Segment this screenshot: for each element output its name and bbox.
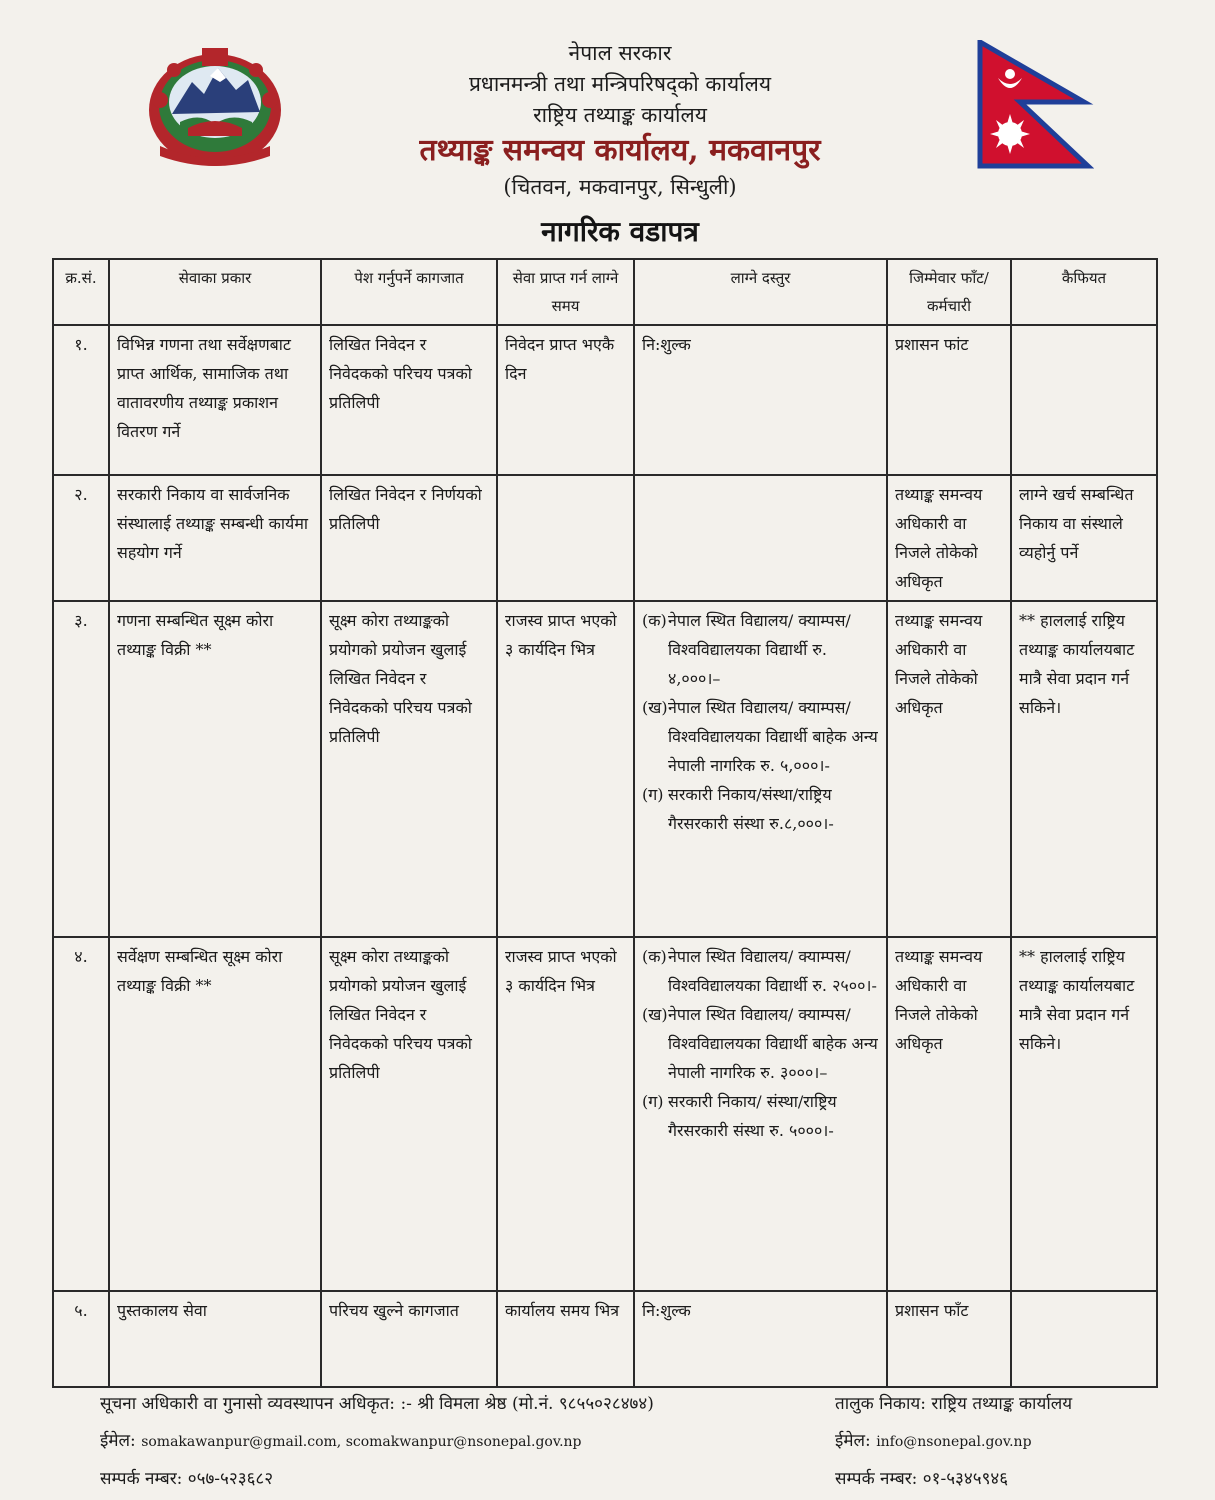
row-remarks bbox=[1011, 1291, 1157, 1387]
row-responsible: प्रशासन फांट bbox=[887, 325, 1011, 475]
header-sn: क्र.सं. bbox=[53, 259, 109, 325]
fee-item-text: नेपाल स्थित विद्यालय/ क्याम्पस/ विश्वविद्यालयका विद्यार्थी रु. ४,०००।– bbox=[668, 611, 851, 688]
row-service: पुस्तकालय सेवा bbox=[109, 1291, 321, 1387]
fee-item bbox=[642, 693, 879, 780]
table-row bbox=[53, 1291, 1157, 1387]
row-fee: नि:शुल्क bbox=[634, 1291, 887, 1387]
parent-phone: सम्पर्क नम्बर: ०१-५३४५९४६ bbox=[835, 1469, 1009, 1489]
row-time bbox=[497, 475, 634, 601]
row-documents: लिखित निवेदन र निर्णयको प्रतिलिपी bbox=[321, 475, 497, 601]
email-link[interactable]: info@nsonepal.gov.np bbox=[876, 1434, 1032, 1450]
fee-item-mark: (क) bbox=[642, 611, 667, 630]
row-responsible: तथ्याङ्क समन्वय अधिकारी वा निजले तोकेको अधिकृत bbox=[887, 937, 1011, 1291]
row-fee-list bbox=[634, 937, 887, 1291]
page-title: नागरिक वडापत्र bbox=[541, 215, 699, 248]
row-responsible: तथ्याङ्क समन्वय अधिकारी वा निजले तोकेको अधिकृत bbox=[887, 475, 1011, 601]
row-time: निवेदन प्राप्त भएकै दिन bbox=[497, 325, 634, 475]
table-row bbox=[53, 325, 1157, 475]
row-documents: सूक्ष्म कोरा तथ्याङ्कको प्रयोगको प्रयोजन खुलाई लिखित निवेदन र निवेदकको परिचय पत्रको प्रतिलिपी bbox=[321, 937, 497, 1291]
header-service: सेवाका प्रकार bbox=[109, 259, 321, 325]
parent-office: तालुक निकाय: राष्ट्रिय तथ्याङ्क कार्यालय bbox=[835, 1394, 1073, 1414]
row-service: गणना सम्बन्धित सूक्ष्म कोरा तथ्याङ्क विक्री ** bbox=[109, 601, 321, 937]
header-documents: पेश गर्नुपर्ने कागजात bbox=[321, 259, 497, 325]
header-fee: लाग्ने दस्तुर bbox=[634, 259, 887, 325]
email-label: ईमेल: bbox=[835, 1431, 871, 1451]
fee-item bbox=[642, 606, 879, 693]
row-sn: ५. bbox=[53, 1291, 109, 1387]
government-name: नेपाल सरकार bbox=[568, 41, 672, 65]
national-office-name: राष्ट्रिय तथ्याङ्क कार्यालय bbox=[533, 103, 707, 127]
fee-item bbox=[642, 780, 879, 838]
row-remarks: ** हाललाई राष्ट्रिय तथ्याङ्क कार्यालयबाट मात्रै सेवा प्रदान गर्न सकिने। bbox=[1011, 937, 1157, 1291]
row-responsible: प्रशासन फाँट bbox=[887, 1291, 1011, 1387]
ministry-name: प्रधानमन्त्री तथा मन्त्रिपरिषद्को कार्यालय bbox=[468, 72, 772, 96]
row-time: राजस्व प्राप्त भएको ३ कार्यदिन भित्र bbox=[497, 601, 634, 937]
fee-item-text: सरकारी निकाय/संस्था/राष्ट्रिय गैरसरकारी संस्था रु.८,०००।- bbox=[668, 785, 834, 833]
row-fee: नि:शुल्क bbox=[634, 325, 887, 475]
fee-item-mark: (ख) bbox=[642, 1005, 668, 1024]
row-remarks bbox=[1011, 325, 1157, 475]
table-row bbox=[53, 937, 1157, 1291]
header-time: सेवा प्राप्त गर्न लाग्ने समय bbox=[497, 259, 634, 325]
footer-contact bbox=[100, 1386, 800, 1498]
fee-item bbox=[642, 1000, 879, 1087]
row-time: राजस्व प्राप्त भएको ३ कार्यदिन भित्र bbox=[497, 937, 634, 1291]
office-phone: सम्पर्क नम्बर: ०५७-५२३६८२ bbox=[100, 1469, 274, 1489]
row-service: सरकारी निकाय वा सार्वजनिक संस्थालाई तथ्याङ्क सम्बन्धी कार्यमा सहयोग गर्ने bbox=[109, 475, 321, 601]
fee-item-mark: (ग) bbox=[642, 1092, 664, 1111]
office-districts: (चितवन, मकवानपुर, सिन्धुली) bbox=[503, 175, 737, 199]
row-sn: १. bbox=[53, 325, 109, 475]
header-remarks: कैफियत bbox=[1011, 259, 1157, 325]
header-responsible: जिम्मेवार फाँट/कर्मचारी bbox=[887, 259, 1011, 325]
fee-item-text: नेपाल स्थित विद्यालय/ क्याम्पस/विश्वविद्यालयका विद्यार्थी बाहेक अन्य नेपाली नागरिक रु. ३०००।– bbox=[668, 1005, 878, 1082]
fee-item-text: नेपाल स्थित विद्यालय/ क्याम्पस/ विश्वविद्यालयका विद्यार्थी बाहेक अन्य नेपाली नागरिक रु. ५,०००।- bbox=[668, 698, 878, 775]
office-name: तथ्याङ्क समन्वय कार्यालय, मकवानपुर bbox=[419, 133, 821, 168]
office-email bbox=[100, 1423, 800, 1461]
row-documents: परिचय खुल्ने कागजात bbox=[321, 1291, 497, 1387]
fee-item-mark: (ग) bbox=[642, 785, 664, 804]
fee-item-text: नेपाल स्थित विद्यालय/ क्याम्पस/विश्वविद्यालयका विद्यार्थी रु. २५००।- bbox=[668, 947, 877, 995]
row-remarks: ** हाललाई राष्ट्रिय तथ्याङ्क कार्यालयबाट मात्रै सेवा प्रदान गर्न सकिने। bbox=[1011, 601, 1157, 937]
footer-parent-office bbox=[835, 1386, 1195, 1498]
nepal-flag-icon bbox=[976, 40, 1094, 170]
letterhead bbox=[300, 38, 940, 203]
nepal-emblem-icon bbox=[140, 42, 290, 172]
fee-item-mark: (ख) bbox=[642, 698, 668, 717]
fee-item bbox=[642, 1087, 879, 1145]
row-fee-list bbox=[634, 601, 887, 937]
email-link[interactable]: somakawanpur@gmail.com, scomakwanpur@nsonepal.gov.np bbox=[141, 1434, 582, 1450]
email-label: ईमेल: bbox=[100, 1431, 136, 1451]
row-fee bbox=[634, 475, 887, 601]
row-sn: २. bbox=[53, 475, 109, 601]
row-remarks: लाग्ने खर्च सम्बन्धित निकाय वा संस्थाले व्यहोर्नु पर्ने bbox=[1011, 475, 1157, 601]
citizen-charter-table bbox=[52, 258, 1158, 1388]
row-documents: लिखित निवेदन र निवेदकको परिचय पत्रको प्रतिलिपी bbox=[321, 325, 497, 475]
row-service: सर्वेक्षण सम्बन्धित सूक्ष्म कोरा तथ्याङ्क विक्री ** bbox=[109, 937, 321, 1291]
parent-email bbox=[835, 1423, 1195, 1461]
row-documents: सूक्ष्म कोरा तथ्याङ्कको प्रयोगको प्रयोजन खुलाई लिखित निवेदन र निवेदकको परिचय पत्रको प्रतिलिपी bbox=[321, 601, 497, 937]
fee-item bbox=[642, 942, 879, 1000]
row-time: कार्यालय समय भित्र bbox=[497, 1291, 634, 1387]
row-responsible: तथ्याङ्क समन्वय अधिकारी वा निजले तोकेको अधिकृत bbox=[887, 601, 1011, 937]
fee-item-mark: (क) bbox=[642, 947, 667, 966]
table-row bbox=[53, 601, 1157, 937]
row-sn: ३. bbox=[53, 601, 109, 937]
fee-item-text: सरकारी निकाय/ संस्था/राष्ट्रिय गैरसरकारी संस्था रु. ५०००।- bbox=[668, 1092, 837, 1140]
info-officer: सूचना अधिकारी वा गुनासो व्यवस्थापन अधिकृत: :- श्री विमला श्रेष्ठ (मो.नं. ९८५५०२८४७४) bbox=[100, 1394, 654, 1414]
table-row bbox=[53, 475, 1157, 601]
row-service: विभिन्न गणना तथा सर्वेक्षणबाट प्राप्त आर्थिक, सामाजिक तथा वातावरणीय तथ्याङ्क प्रकाशन वितरण गर्ने bbox=[109, 325, 321, 475]
table-header-row bbox=[53, 259, 1157, 325]
row-sn: ४. bbox=[53, 937, 109, 1291]
